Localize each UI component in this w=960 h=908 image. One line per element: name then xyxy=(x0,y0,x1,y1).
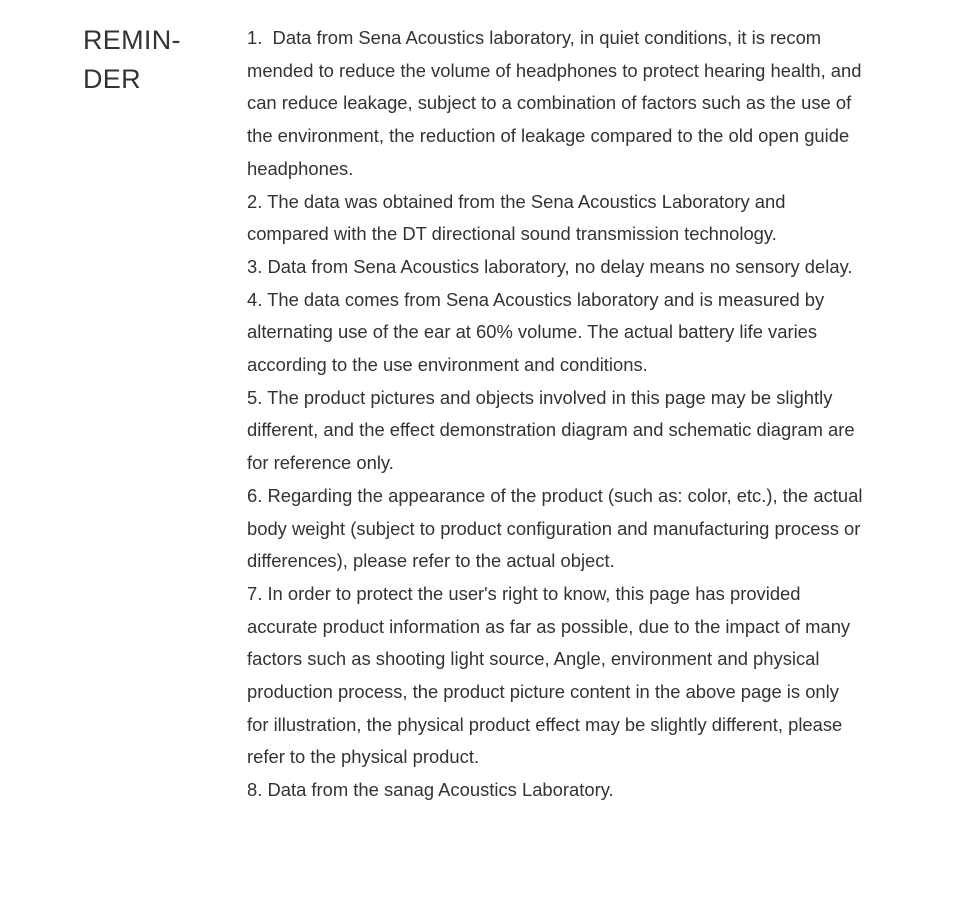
note-item-5: 5. The product pictures and objects involved in this page may be slightly different, and the effect demonstration diagram and schematic diagram are for reference only. xyxy=(247,386,860,474)
note-item-4: 4. The data comes from Sena Acoustics laboratory and is measured by alternating use of the ear at 60% volume. The actual battery life varies according to the use environment and conditions. xyxy=(247,288,830,376)
reminder-heading xyxy=(83,21,213,98)
note-item-2: 2. The data was obtained from the Sena Acoustics Laboratory and compared with the DT directional sound transmission technology. xyxy=(247,190,791,245)
note-item-1: 1. Data from Sena Acoustics laboratory, in quiet conditions, it is recom mended to reduce the volume of headphones to protect hearing health, and can reduce leakage, subject to a combination of factors such as the use of the environment, the reduction of leakage compared to the old open guide headphones. xyxy=(247,27,867,179)
reminder-heading-line-2: DER xyxy=(83,63,141,94)
note-item-6: 6. Regarding the appearance of the product (such as: color, etc.), the actual body weight (subject to product configuration and manufacturing process or differences), please refer to the actual object. xyxy=(247,484,868,572)
note-item-8: 8. Data from the sanag Acoustics Laboratory. xyxy=(247,779,614,801)
reminder-heading-line-1: REMIN- xyxy=(83,25,181,55)
note-item-3: 3. Data from Sena Acoustics laboratory, no delay means no sensory delay. xyxy=(247,255,853,277)
note-item-7: 7. In order to protect the user's right to know, this page has provided accurate product information as far as possible, due to the impact of many factors such as shooting light source, Angle, environment and physical production process, the product picture content in the above page is only for illustration, the physical product effect may be slightly different, please refer to the physical product. xyxy=(247,582,856,768)
reminder-notes-list xyxy=(247,22,868,807)
